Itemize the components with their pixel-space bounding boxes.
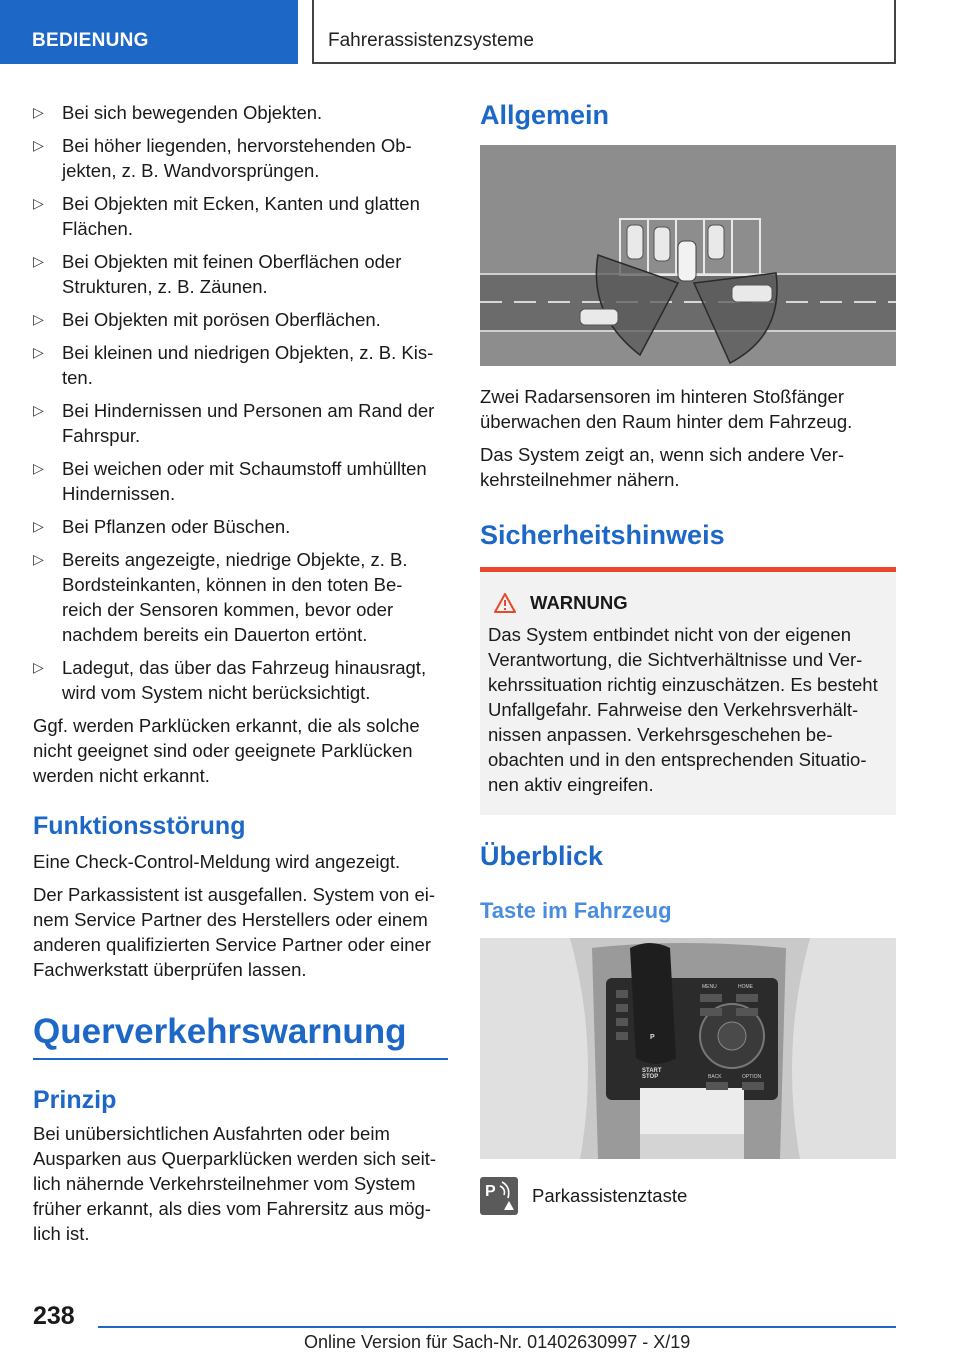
- header-title: Fahrerassistenzsysteme: [328, 30, 534, 51]
- page-number: 238: [33, 1302, 75, 1330]
- triangle-bullet-icon: ▷: [33, 344, 44, 360]
- triangle-bullet-icon: ▷: [33, 253, 44, 269]
- heading-ueberblick: Überblick: [480, 841, 604, 871]
- header-title-box: [312, 0, 896, 64]
- list-item: ▷ Bei Objekten mit porösen Oberflächen.: [33, 309, 381, 330]
- left-column: [33, 100, 448, 1254]
- stoerung-paragraph-2: Der Parkassistent ist ausgefallen. System von ei- nem Service Partner des Herstellers oder einem anderen qualifizierten Service Partner oder einer Fachwerkstatt überprüfen lassen.: [33, 884, 436, 980]
- console-label-menu: MENU: [702, 984, 717, 990]
- radar-sensor-illustration: [480, 145, 896, 366]
- triangle-bullet-icon: ▷: [33, 518, 44, 534]
- warning-box: [480, 567, 896, 815]
- triangle-bullet-icon: ▷: [33, 195, 44, 211]
- heading-querverkehrswarnung: Querverkehrswarnung: [33, 1012, 448, 1060]
- console-label-back: BACK: [708, 1074, 722, 1080]
- heading-funktionsstoerung: Funktionsstörung: [33, 812, 246, 840]
- warning-text: Das System entbindet nicht von der eigenen Verantwortung, die Sichtverhältnisse und Ver- kehrssituation richtig einzuschätzen. Es besteht Unfallgefahr. Fahrweise den Verkehrsverhält- nissen anpassen. Verkehrsgeschehen be- obachten und in den entsprechenden Situatio- nen aktiv eingreifen.: [488, 624, 878, 795]
- list-item: ▷ Bei Hindernissen und Personen am Rand der Fahrspur.: [33, 400, 435, 446]
- footer-divider: [98, 1326, 896, 1328]
- heading-taste-im-fahrzeug: Taste im Fahrzeug: [480, 898, 672, 923]
- list-item: ▷ Bereits angezeigte, niedrige Objekte, z. B. Bordsteinkanten, können in den toten Be- reich der Sensoren kommen, bevor oder nachdem bereits ein Dauerton ertönt.: [33, 549, 408, 645]
- prinzip-paragraph: Bei unübersichtlichen Ausfahrten oder beim Ausparken aus Querparklücken werden sich seit- lich nähernde Verkehrsteilnehmer vom System früher erkannt, als dies vom Fahrersitz aus mög- lich ist.: [33, 1123, 437, 1244]
- list-item: ▷ Bei sich bewegenden Objekten.: [33, 102, 323, 123]
- list-item: ▷ Bei Objekten mit Ecken, Kanten und glatten Flächen.: [33, 193, 420, 239]
- console-label-p: P: [650, 1034, 655, 1041]
- list-item: ▷ Bei kleinen und niedrigen Objekten, z. B. Kis- ten.: [33, 342, 434, 388]
- parkluecken-paragraph: Ggf. werden Parklücken erkannt, die als solche nicht geeignet sind oder geeignete Parklücken werden nicht erkannt.: [33, 715, 420, 786]
- parking-assistant-icon: [480, 1177, 518, 1215]
- parking-assistant-caption: Parkassistenztaste: [532, 1185, 688, 1206]
- parking-assistant-button-row: [480, 1177, 896, 1216]
- allgemein-paragraph-2: Das System zeigt an, wenn sich andere Ver- kehrsteilnehmer nähern.: [480, 444, 845, 490]
- triangle-bullet-icon: ▷: [33, 659, 44, 675]
- list-item: ▷ Ladegut, das über das Fahrzeug hinausragt, wird vom System nicht berücksichtigt.: [33, 657, 427, 703]
- allgemein-paragraph-1: Zwei Radarsensoren im hinteren Stoßfänger überwachen den Raum hinter dem Fahrzeug.: [480, 386, 853, 432]
- list-item: ▷ Bei Objekten mit feinen Oberflächen oder Strukturen, z. B. Zäunen.: [33, 251, 402, 297]
- header-section-label: BEDIENUNG: [32, 30, 149, 51]
- console-label-home: HOME: [738, 984, 753, 990]
- heading-allgemein: Allgemein: [480, 100, 610, 130]
- heading-sicherheitshinweis: Sicherheitshinweis: [480, 520, 725, 550]
- triangle-bullet-icon: ▷: [33, 104, 44, 120]
- triangle-bullet-icon: ▷: [33, 137, 44, 153]
- warning-triangle-icon: [494, 593, 516, 613]
- list-item: ▷ Bei weichen oder mit Schaumstoff umhüllten Hindernissen.: [33, 458, 427, 504]
- triangle-bullet-icon: ▷: [33, 460, 44, 476]
- center-console-photo: [480, 938, 896, 1159]
- parking-p-glyph: P: [485, 1183, 496, 1200]
- console-label-start-stop: START STOP: [642, 1068, 662, 1080]
- triangle-bullet-icon: ▷: [33, 311, 44, 327]
- right-column: [480, 100, 896, 1216]
- header-section-tab: [0, 0, 298, 64]
- triangle-bullet-icon: ▷: [33, 551, 44, 567]
- warning-header: [494, 592, 888, 614]
- triangle-bullet-icon: ▷: [33, 402, 44, 418]
- limitations-list: [33, 100, 448, 705]
- heading-prinzip: Prinzip: [33, 1086, 117, 1114]
- console-label-option: OPTION: [742, 1074, 762, 1080]
- list-item: ▷ Bei Pflanzen oder Büschen.: [33, 516, 291, 537]
- stoerung-paragraph-1: Eine Check-Control-Meldung wird angezeigt.: [33, 851, 401, 872]
- warning-label: WARNUNG: [530, 592, 628, 613]
- footer-text: Online Version für Sach-Nr. 01402630997 - X/19: [304, 1332, 691, 1352]
- list-item: ▷ Bei höher liegenden, hervorstehenden Ob- jekten, z. B. Wandvorsprüngen.: [33, 135, 412, 181]
